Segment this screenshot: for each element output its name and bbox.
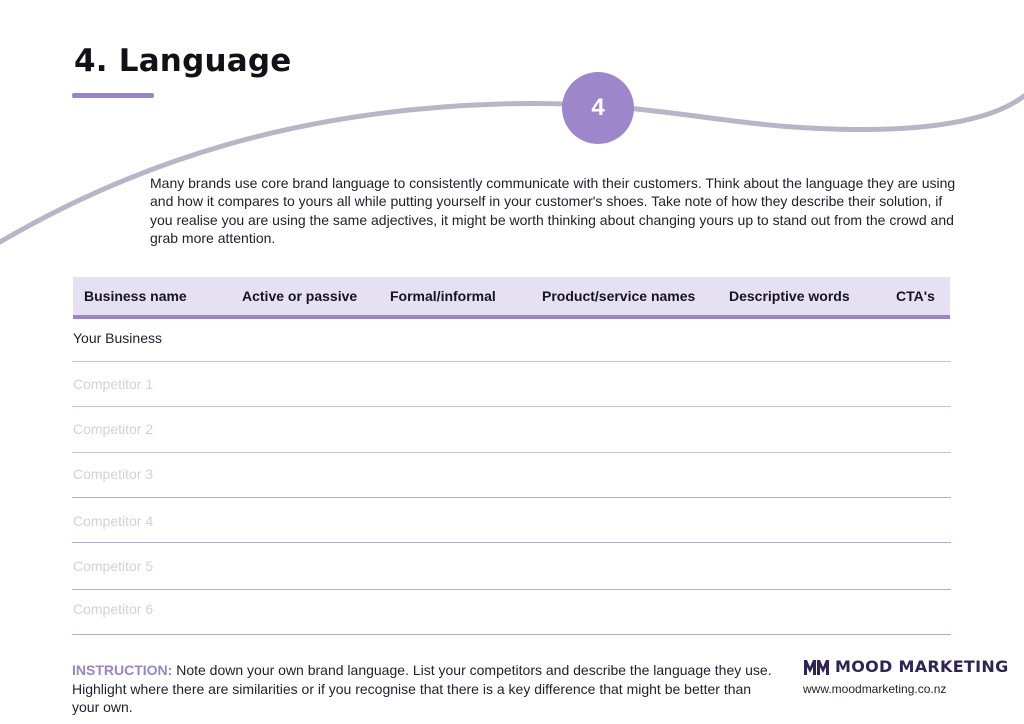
row-divider [72,452,951,453]
column-header-ctas: CTA's [896,288,935,304]
column-header-formal-informal: Formal/informal [390,288,496,304]
instruction-body: Note down your own brand language. List your competitors and describe the language they use. Highlight where there are similarities or if you recognise that there is a key difference that might be better than your own. [72,662,772,715]
row-label-competitor-3: Competitor 3 [73,466,154,482]
row-divider [72,634,951,635]
mm-logo-icon [803,658,830,676]
column-header-active-passive: Active or passive [242,288,358,304]
table-header [73,277,950,319]
row-label-your-business: Your Business [73,330,162,346]
brand-logo [803,657,1009,676]
column-header-descriptive-words: Descriptive words [729,288,850,304]
step-number-badge: 4 [562,72,634,144]
instruction-text [72,661,772,717]
website-url: www.moodmarketing.co.nz [803,682,947,696]
row-label-competitor-5: Competitor 5 [73,558,154,574]
brand-name: MOOD MARKETING [835,657,1009,676]
row-label-competitor-1: Competitor 1 [73,376,154,392]
row-divider [72,406,951,407]
row-divider [72,361,951,362]
column-header-product-service-names: Product/service names [542,288,696,304]
row-label-competitor-4: Competitor 4 [73,513,154,529]
row-divider [72,589,951,590]
row-label-competitor-6: Competitor 6 [73,601,154,617]
row-divider [72,497,951,498]
row-label-competitor-2: Competitor 2 [73,421,154,437]
column-header-business-name: Business name [84,288,187,304]
row-divider [72,542,951,543]
intro-paragraph: Many brands use core brand language to consistently communicate with their customers. Think about the language they are using and how it compares to yours all while putting yourself in your customer's shoes. Take note of how they describe their solution, if you realise you are using the same adjectives, it might be worth thinking about changing yours up to stand out from the crowd and grab more attention. [150,175,956,246]
page-title: 4. Language [74,43,292,79]
instruction-lead: INSTRUCTION: [72,662,173,678]
